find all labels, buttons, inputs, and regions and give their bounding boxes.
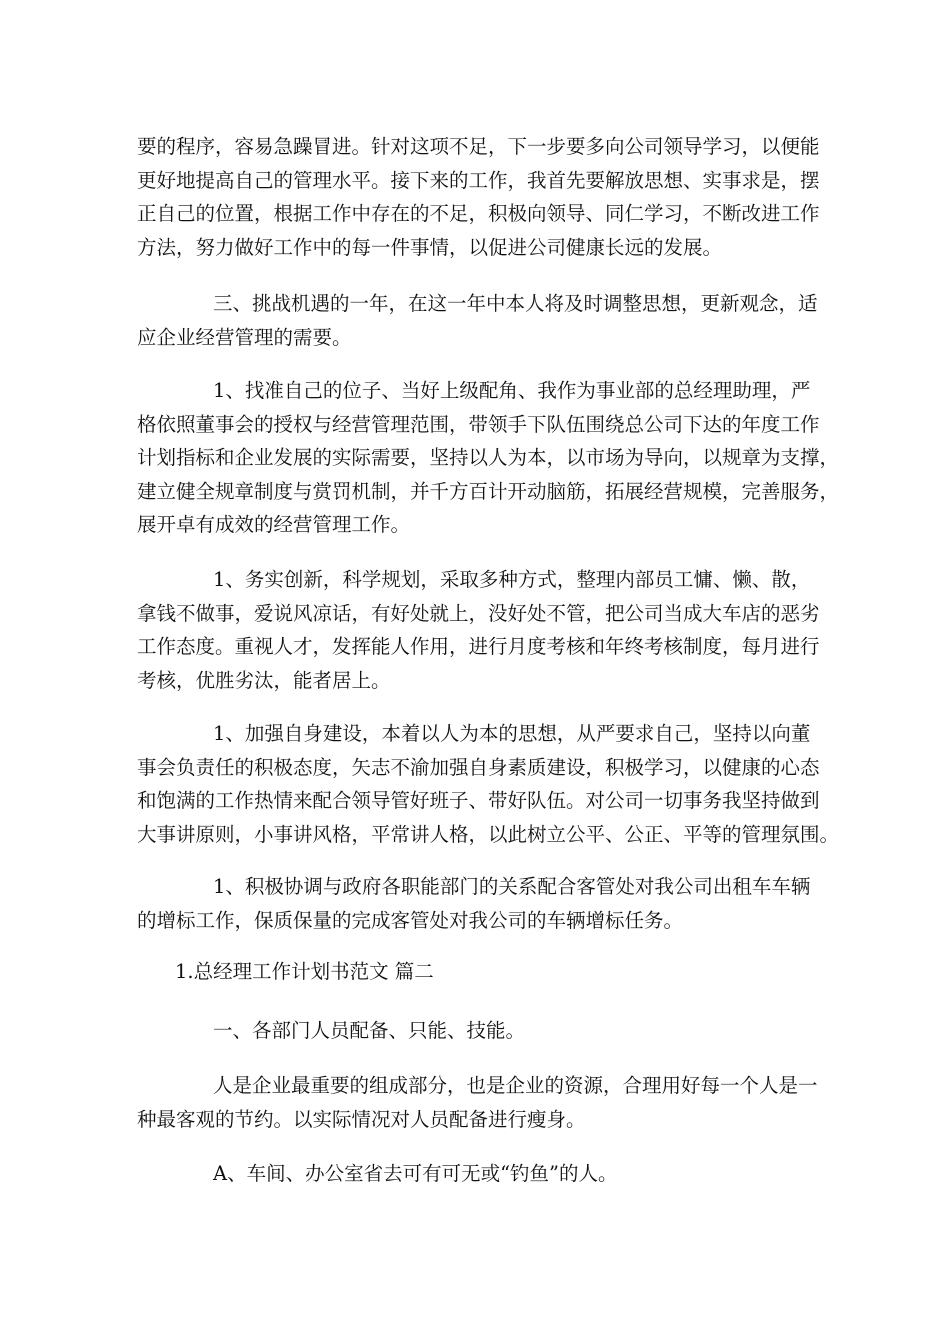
text-line: 的增标工作，保质保量的完成客管处对我公司的车辆增标任务。	[137, 908, 684, 932]
text-line: 人是企业最重要的组成部分，也是企业的资源，合理用好每一个人是一	[213, 1074, 818, 1097]
paragraph-8	[137, 1069, 827, 1136]
text-line: 方法，努力做好工作中的每一件事情，以促进公司健康长远的发展。	[137, 235, 723, 259]
text-line: A、车间、办公室省去可有可无或“钓鱼”的人。	[213, 1162, 618, 1185]
paragraph-4	[137, 563, 827, 697]
text-line: 1、找准自己的位子、当好上级配角、我作为事业部的总经理助理，严	[213, 379, 811, 402]
paragraph-5	[137, 717, 840, 851]
text-line: 更好地提高自己的管理水平。接下来的工作，我首先要解放思想、实事求是，摆	[137, 168, 820, 192]
text-line: 展开卓有成效的经营管理工作。	[137, 513, 411, 536]
text-line: 格依照董事会的授权与经营管理范围，带领手下队伍围绕总公司下达的年度工作	[137, 412, 820, 436]
text-line: 计划指标和企业发展的实际需要，坚持以人为本，以市场为导向，以规章为支撑，	[137, 446, 840, 469]
paragraph-1	[137, 130, 827, 264]
text-line: 三、挑战机遇的一年，在这一年中本人将及时调整思想，更新观念，适	[213, 292, 818, 315]
text-line: 1、加强自身建设，本着以人为本的思想，从严要求自己，坚持以向董	[213, 722, 811, 745]
text-line: 正自己的位置，根据工作中存在的不足，积极向领导、同仁学习，不断改进工作	[137, 202, 820, 225]
text-line: 工作态度。重视人才，发挥能人作用，进行月度考核和年终考核制度，每月进行	[137, 635, 820, 658]
text-line: 1、务实创新，科学规划，采取多种方式，整理内部员工慵、懒、散，	[213, 568, 811, 591]
text-line: 和饱满的工作热情来配合领导管好班子、带好队伍。对公司一切事务我坚持做到	[137, 789, 820, 812]
text-line: 种最客观的节约。以实际情况对人员配备进行瘦身。	[137, 1107, 586, 1131]
section-heading: 1.总经理工作计划书范文 篇二	[175, 960, 434, 983]
paragraph-2	[137, 287, 827, 354]
text-line: 应企业经营管理的需要。	[137, 325, 352, 349]
text-line: 考核，优胜劣汰，能者居上。	[137, 668, 391, 692]
text-line: 拿钱不做事，爱说风凉话，有好处就上，没好处不管，把公司当成大车店的恶劣	[137, 601, 820, 625]
paragraph-3	[137, 374, 840, 542]
paragraph-7	[137, 1014, 827, 1048]
text-line: 要的程序，容易急躁冒进。针对这项不足，下一步要多向公司领导学习，以便能	[137, 135, 820, 158]
text-line: 1、积极协调与政府各职能部门的关系配合客管处对我公司出租车车辆	[213, 875, 811, 898]
text-line: 大事讲原则，小事讲风格，平常讲人格，以此树立公平、公正、平等的管理氛围。	[137, 822, 840, 846]
paragraph-9	[137, 1157, 827, 1191]
text-line: 建立健全规章制度与赏罚机制，并千方百计开动脑筋，拓展经营规模，完善服务，	[137, 479, 840, 503]
text-line: 事会负责任的积极态度，矢志不渝加强自身素质建设，积极学习，以健康的心态	[137, 755, 820, 779]
paragraph-6	[137, 870, 827, 937]
text-line: 一、各部门人员配备、只能、技能。	[213, 1019, 526, 1042]
